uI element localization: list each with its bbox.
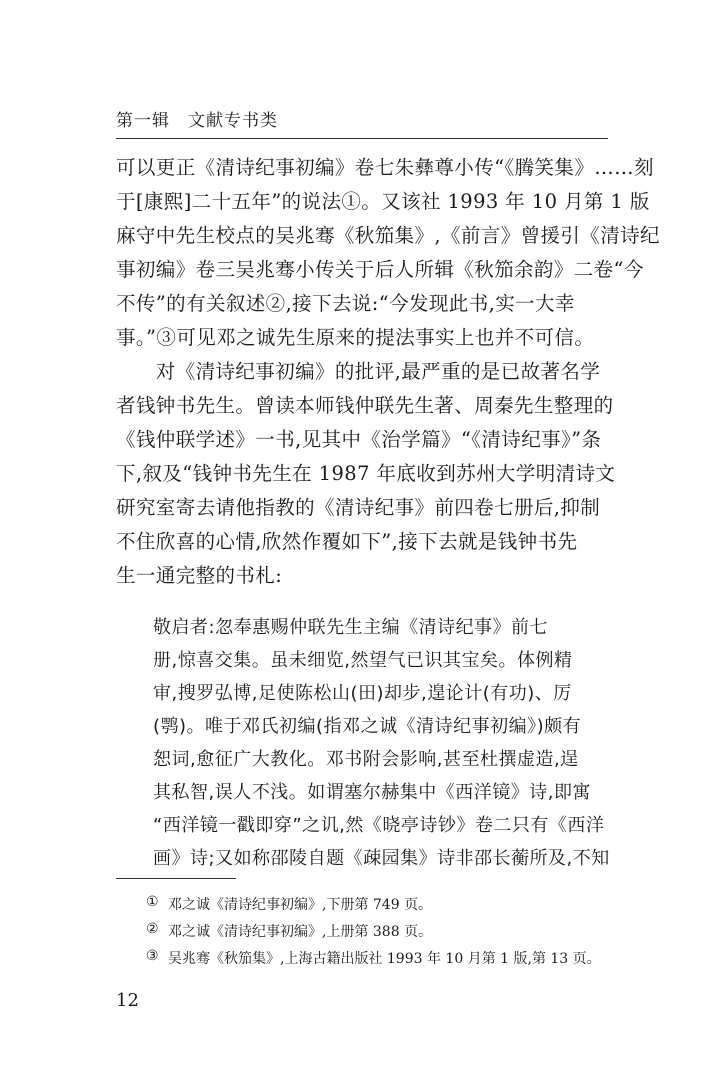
text-line: 《钱仲联学述》一书,见其中《治学篇》“《清诗纪事》”条 [116, 428, 602, 451]
text-line: 对《清诗纪事初编》的批评,最严重的是已故著名学 [116, 360, 601, 383]
quote-line: “西洋镜一戳即穿”之讥,然《晓亭诗钞》卷二只有《西洋 [153, 815, 605, 836]
footnote-marker: ③ [146, 948, 159, 964]
page-number: 12 [116, 990, 139, 1011]
text-line: 不住欣喜的心情,欣然作覆如下”,接下去就是钱钟书先 [116, 530, 578, 553]
quote-line: 恕词,愈征广大教化。邓书附会影响,甚至杜撰虚造,逞 [153, 749, 579, 770]
footnote-marker: ② [146, 921, 159, 937]
text-line: 生一通完整的书札: [116, 564, 283, 587]
footnote-text: 邓之诚《清诗纪事初编》,上册第 388 页。 [168, 924, 433, 940]
quote-line: 画》诗;又如称邵陵自题《疎园集》诗非邵长蘅所及,不知 [153, 848, 610, 869]
header-rule [116, 138, 608, 139]
text-line: 事。”③可见邓之诚先生原来的提法事实上也并不可信。 [116, 326, 595, 349]
footnote-marker: ① [146, 894, 159, 910]
text-line: 于[康熙]二十五年”的说法①。又该社 1993 年 10 月第 1 版 [116, 190, 650, 213]
text-line: 事初编》卷三吴兆骞小传关于后人所辑《秋笳余韵》二卷“今 [116, 258, 644, 281]
quote-line: 敬启者:忽奉惠赐仲联先生主编《清诗纪事》前七 [116, 617, 549, 638]
quote-line: 其私智,误人不浅。如谓塞尔赫集中《西洋镜》诗,即寓 [153, 782, 591, 803]
quote-line: 审,搜罗弘博,足使陈松山(田)却步,遑论计(有功)、厉 [153, 683, 572, 704]
running-head: 第一辑 文献专书类 [116, 111, 278, 131]
text-line: 研究室寄去请他指教的《清诗纪事》前四卷七册后,抑制 [116, 496, 601, 519]
text-line: 麻守中先生校点的吴兆骞《秋笳集》,《前言》曾援引《清诗纪 [116, 224, 660, 247]
footnote-text: 邓之诚《清诗纪事初编》,下册第 749 页。 [168, 897, 433, 913]
quote-line: (鹗)。唯于邓氏初编(指邓之诚《清诗纪事初编》)颇有 [153, 716, 582, 737]
quote-line: 册,惊喜交集。虽未细览,然望气已识其宝矣。体例精 [153, 650, 573, 671]
text-line: 不传”的有关叙述②,接下去说:“今发现此书,实一大幸 [116, 292, 575, 315]
text-line: 下,叙及“钱钟书先生在 1987 年底收到苏州大学明清诗文 [116, 462, 616, 485]
text-line: 可以更正《清诗纪事初编》卷七朱彝尊小传“《腾笑集》……刻 [116, 156, 654, 179]
footnote-text: 吴兆骞《秋笳集》,上海古籍出版社 1993 年 10 月第 1 版,第 13 页。 [168, 951, 601, 967]
footnote-rule [116, 878, 236, 879]
text-line: 者钱钟书先生。曾读本师钱仲联先生著、周秦先生整理的 [116, 394, 614, 417]
